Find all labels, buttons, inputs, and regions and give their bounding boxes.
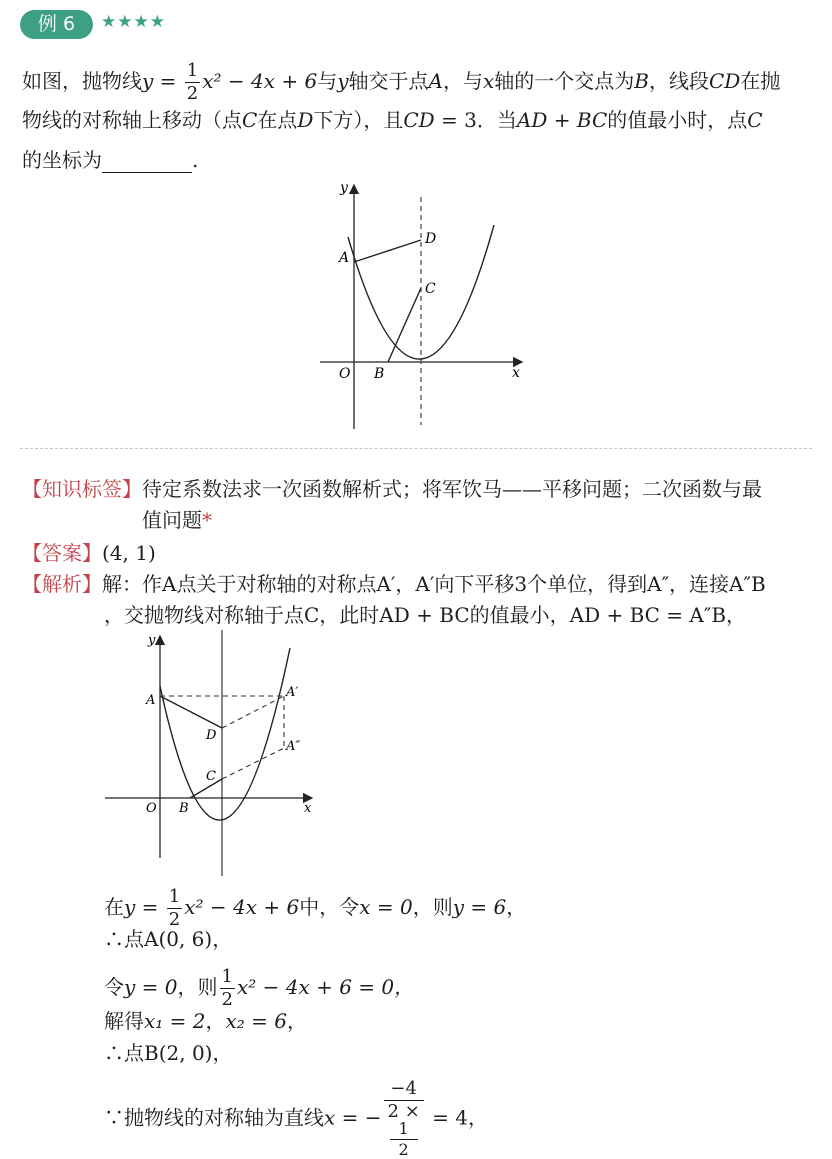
point-c-label: C xyxy=(425,281,436,297)
segment-ad xyxy=(354,240,421,262)
figure-2-graph xyxy=(100,630,320,878)
y-axis-label: y xyxy=(340,180,348,196)
analysis-label: 【解析】 xyxy=(22,572,102,596)
point-c-label: C xyxy=(206,769,216,784)
figure-1-graph xyxy=(310,175,540,435)
point-a-label: A xyxy=(339,250,350,266)
x-axis-label: x xyxy=(512,365,520,381)
step-5: ∴点B(2, 0)， xyxy=(104,1041,233,1065)
fraction-neg4-over-2half: −4 2 × 1 2 xyxy=(384,1080,424,1158)
dashed-c-a2 xyxy=(222,748,284,779)
problem-line-3: 的坐标为 . xyxy=(22,148,199,172)
section-divider xyxy=(20,448,812,449)
x-axis-label: x xyxy=(304,801,312,816)
answer-value: (4, 1) xyxy=(102,541,156,565)
step-6: ∵抛物线的对称轴为直线x = − −4 2 × 1 2 = 4， xyxy=(104,1078,488,1159)
difficulty-stars: ★★★★ xyxy=(101,12,166,32)
step-4: 解得x₁ = 2，x₂ = 6， xyxy=(104,1009,307,1033)
step-3: 令y = 0，则 $\frac{1}{2}$ x² − 4x + 6 = 0， xyxy=(104,966,415,1010)
origin-label: O xyxy=(146,801,157,816)
point-b-label: B xyxy=(374,366,385,382)
analysis-line-2: ，交抛物线对称轴于点C，此时AD + BC的值最小，AD + BC = A″B， xyxy=(104,603,747,627)
knowledge-line-2: 值问题* xyxy=(142,508,212,532)
fraction-half: $\frac{1}{2}$ xyxy=(186,60,199,104)
point-a-prime-label: A′ xyxy=(286,685,299,700)
origin-label: O xyxy=(339,366,351,382)
answer-label: 【答案】 xyxy=(22,541,102,565)
parabola xyxy=(160,648,290,820)
answer-blank xyxy=(102,152,192,173)
point-b-label: B xyxy=(179,801,189,816)
knowledge-line-1: 【知识标签】待定系数法求一次函数解析式；将军饮马——平移问题；二次函数与最 xyxy=(22,477,762,501)
example-badge: 例 6 xyxy=(20,10,93,39)
problem-line-1: 如图，抛物线y = $\frac{1}{2}$ x² − 4x + 6与y轴交于点A，与x轴的一个交点为B，线段CD在抛 xyxy=(22,60,781,104)
answer-line xyxy=(22,540,156,566)
step-1: 在y = $\frac{1}{2}$ x² − 4x + 6中，令x = 0，则y = 6， xyxy=(104,886,527,930)
step-2: ∴点A(0, 6)， xyxy=(104,927,233,951)
y-axis-label: y xyxy=(148,633,156,648)
point-a-double-prime-label: A″ xyxy=(286,739,301,754)
problem-line-2: 物线的对称轴上移动（点C在点D下方），且CD = 3．当AD + BC的值最小时，点C xyxy=(22,108,763,132)
segment-bc xyxy=(388,288,421,362)
point-d-label: D xyxy=(425,231,437,247)
point-d-label: D xyxy=(206,728,217,743)
analysis-line-1: 【解析】解：作A点关于对称轴的对称点A′，A′向下平移3个单位，得到A″，连接A″B xyxy=(22,572,766,596)
knowledge-label: 【知识标签】 xyxy=(22,477,142,501)
point-a-label: A xyxy=(146,693,156,708)
